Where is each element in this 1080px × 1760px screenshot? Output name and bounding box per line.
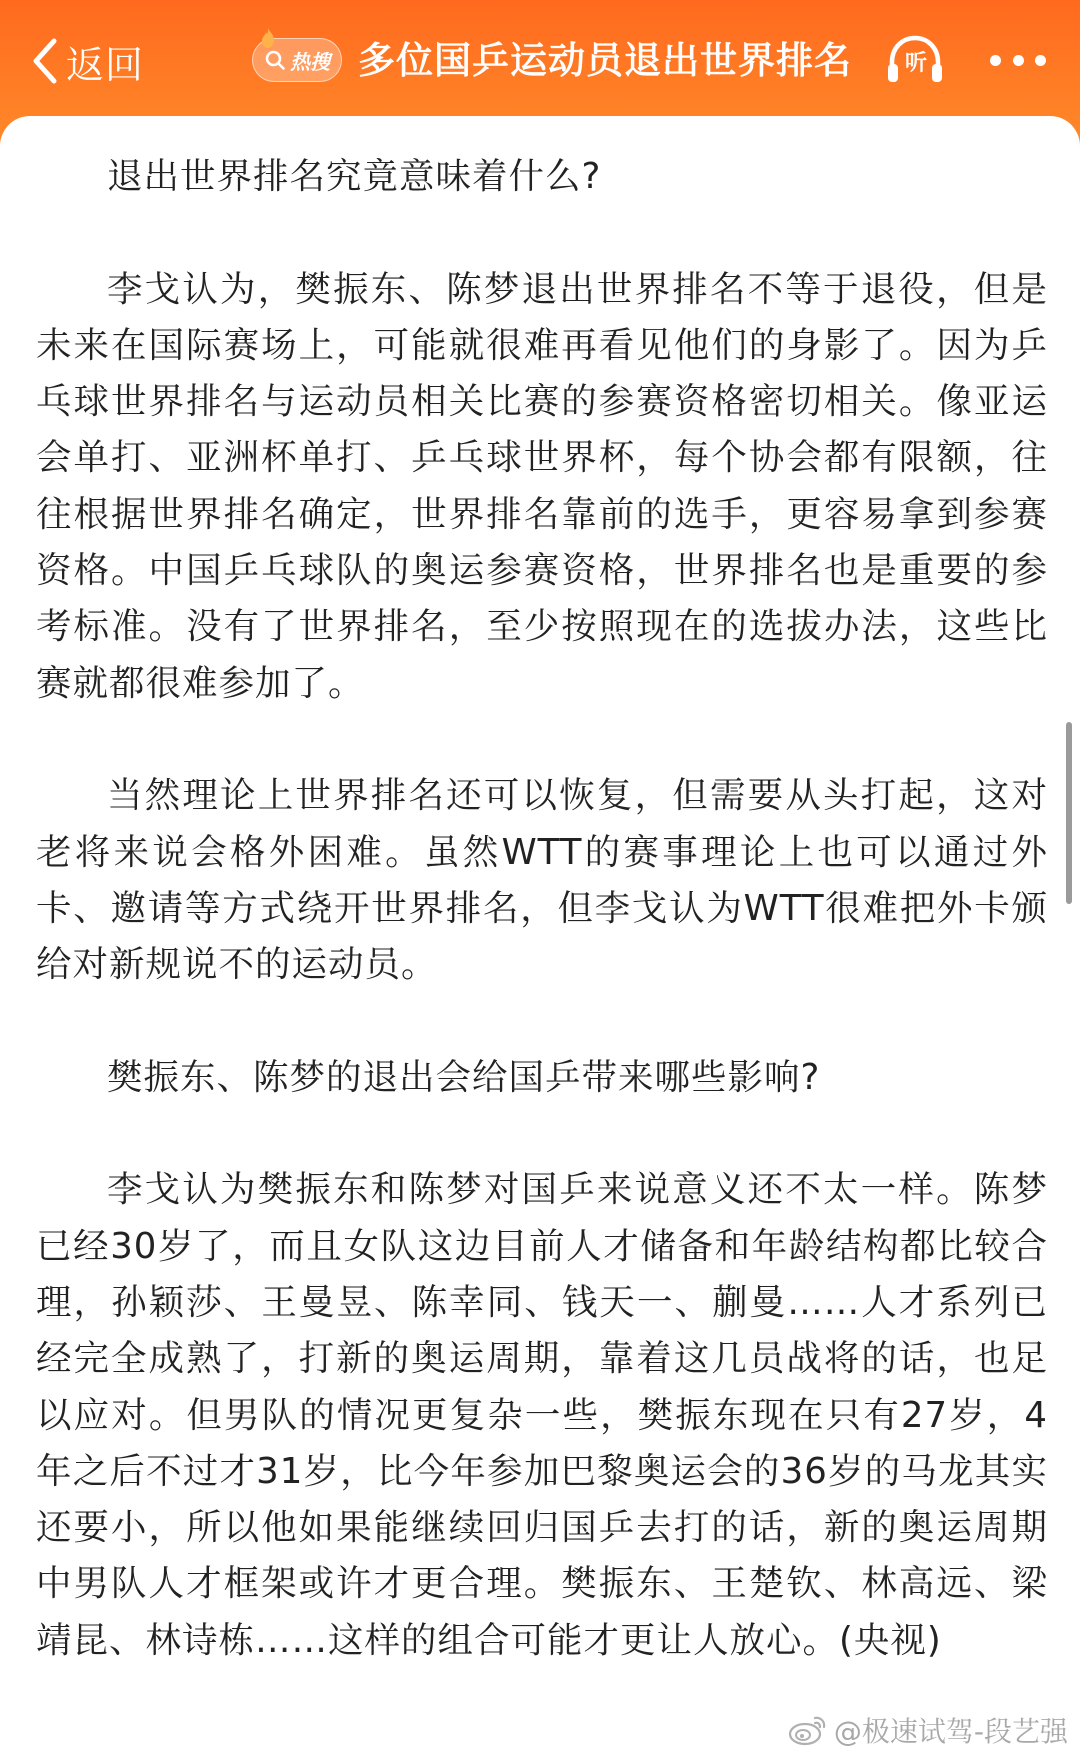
flame-icon <box>257 27 279 49</box>
more-dot-icon <box>1035 55 1046 66</box>
article-paragraph-question-2: 樊振东、陈梦的退出会给国乒带来哪些影响? <box>107 1056 821 1098</box>
watermark-text: @极速试驾-段艺强 <box>833 1715 1068 1748</box>
weibo-watermark <box>788 1706 1068 1754</box>
article-body <box>36 149 1048 1669</box>
listen-button[interactable] <box>884 32 946 88</box>
article-paragraph: 当然理论上世界排名还可以恢复，但需要从头打起，这对老将来说会格外困难。虽然WTT的赛事理论上也可以通过外卡、邀请等方式绕开世界排名，但李戈认为WTT很难把外卡颁给对新规说不的运动员。 <box>36 775 1048 986</box>
more-options-button[interactable] <box>990 48 1046 72</box>
back-button[interactable] <box>28 30 144 92</box>
listen-label: 听 <box>904 51 927 76</box>
scrollbar-thumb[interactable] <box>1066 722 1072 904</box>
search-icon <box>264 49 286 71</box>
weibo-logo-icon <box>788 1713 828 1747</box>
hot-search-label: 热搜 <box>290 49 330 74</box>
chevron-left-icon <box>28 35 60 87</box>
back-label: 返回 <box>66 42 145 87</box>
hot-search-badge[interactable] <box>252 38 342 82</box>
page-title: 多位国乒运动员退出世界排名 <box>358 39 852 82</box>
article-paragraph: 李戈认为，樊振东、陈梦退出世界排名不等于退役，但是未来在国际赛场上，可能就很难再看见他们的身影了。因为乒乓球世界排名与运动员相关比赛的参赛资格密切相关。像亚运会单打、亚洲杯单打、乒乓球世界杯，每个协会都有限额，往往根据世界排名确定，世界排名靠前的选手，更容易拿到参赛资格。中国乒乓球队的奥运参赛资格，世界排名也是重要的参考标准。没有了世界排名，至少按照现在的选拔办法，这些比赛就都很难参加了。 <box>36 268 1048 704</box>
more-dot-icon <box>1013 55 1024 66</box>
article-paragraph-question-1: 退出世界排名究竟意味着什么? <box>107 156 602 197</box>
more-dot-icon <box>990 55 1001 66</box>
article-paragraph: 李戈认为樊振东和陈梦对国乒来说意义还不太一样。陈梦已经30岁了，而且女队这边目前人才储备和年龄结构都比较合理，孙颖莎、王曼昱、陈幸同、钱天一、蒯曼……人才系列已经完全成熟了，打新的奥运周期，靠着这几员战将的话，也足以应对。但男队的情况更复杂一些，樊振东现在只有27岁，4年之后不过才31岁，比今年参加巴黎奥运会的36岁的马龙其实还要小，所以他如果能继续回归国乒去打的话，新的奥运周期中男队人才框架或许才更合理。樊振东、王楚钦、林高远、梁靖昆、林诗栋……这样的组合可能才更让人放心。(央视) <box>36 1169 1048 1661</box>
